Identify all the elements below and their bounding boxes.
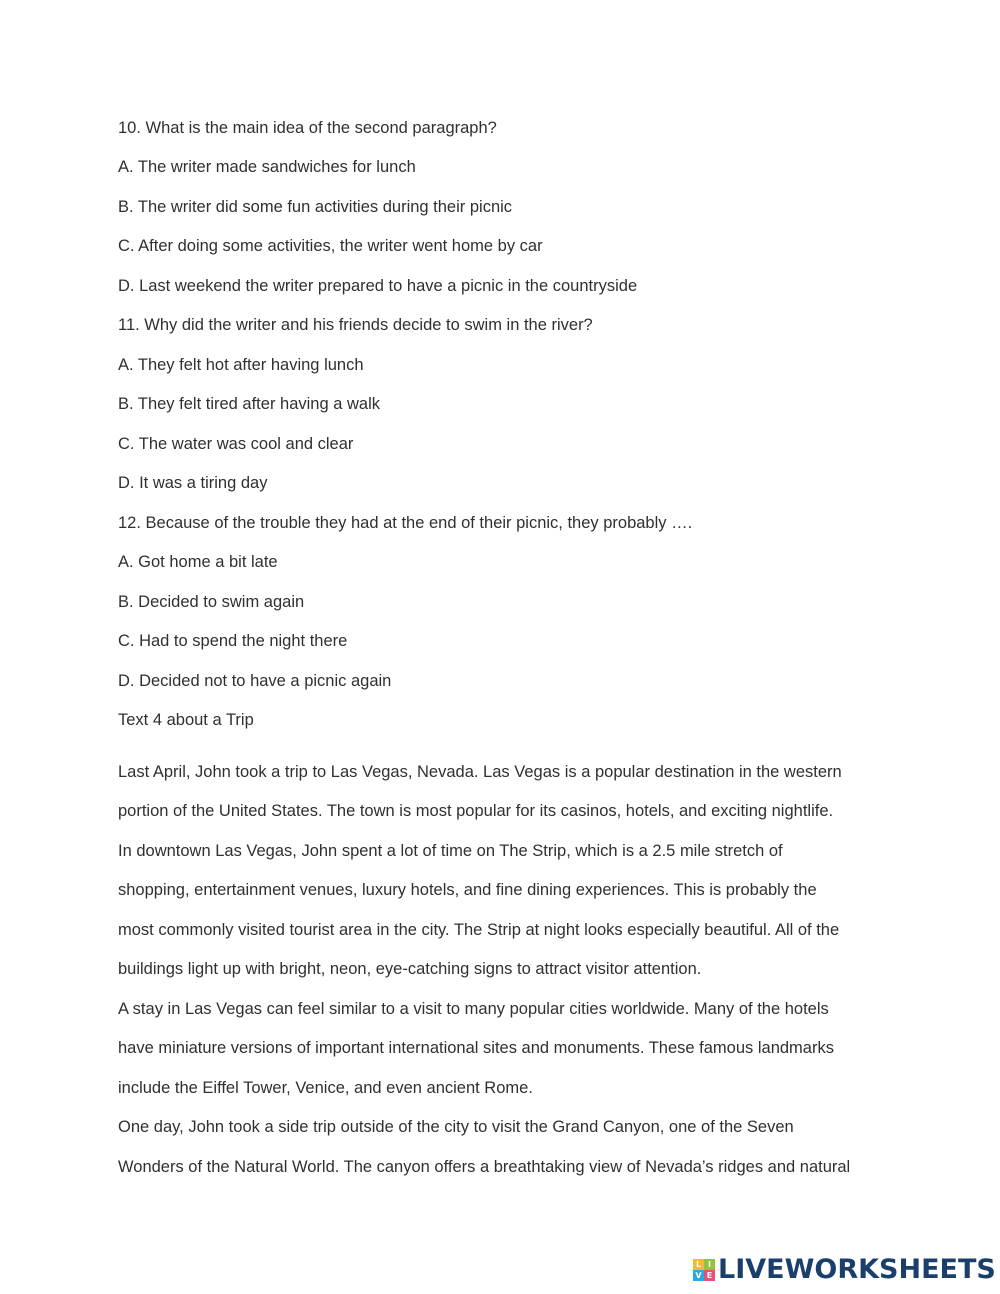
passage-line: One day, John took a side trip outside of the city to visit the Grand Canyon, one of the Seven xyxy=(118,1118,794,1136)
passage-line: have miniature versions of important international sites and monuments. These famous landmarks xyxy=(118,1039,834,1057)
text-heading: Text 4 about a Trip xyxy=(118,711,254,729)
question-11-option-c: C. The water was cool and clear xyxy=(118,435,354,453)
passage-line: Last April, John took a trip to Las Vegas, Nevada. Las Vegas is a popular destination in the western xyxy=(118,763,842,781)
question-12-stem: 12. Because of the trouble they had at the end of their picnic, they probably …. xyxy=(118,514,693,532)
question-10-option-c: C. After doing some activities, the writer went home by car xyxy=(118,237,543,255)
question-12-option-a: A. Got home a bit late xyxy=(118,553,278,571)
question-10-option-b: B. The writer did some fun activities during their picnic xyxy=(118,198,513,216)
logo-text: LIVEWORKSHEETS xyxy=(718,1254,996,1285)
question-11-stem: 11. Why did the writer and his friends decide to swim in the river? xyxy=(118,316,593,334)
logo-mark-letter: L xyxy=(693,1259,704,1270)
question-11-option-b: B. They felt tired after having a walk xyxy=(118,395,380,413)
passage-line: include the Eiffel Tower, Venice, and even ancient Rome. xyxy=(118,1079,533,1097)
liveworksheets-logo xyxy=(693,1255,996,1285)
question-11-option-a: A. They felt hot after having lunch xyxy=(118,356,364,374)
passage-line: portion of the United States. The town is most popular for its casinos, hotels, and exciting nightlife. xyxy=(118,802,834,820)
passage-line: buildings light up with bright, neon, eye-catching signs to attract visitor attention. xyxy=(118,960,702,978)
logo-mark-letter: E xyxy=(704,1270,715,1281)
question-12-option-c: C. Had to spend the night there xyxy=(118,632,348,650)
question-10-option-d: D. Last weekend the writer prepared to have a picnic in the countryside xyxy=(118,277,638,295)
question-12-option-d: D. Decided not to have a picnic again xyxy=(118,672,392,690)
question-11-option-d: D. It was a tiring day xyxy=(118,474,268,492)
question-10-option-a: A. The writer made sandwiches for lunch xyxy=(118,158,416,176)
passage-line: Wonders of the Natural World. The canyon offers a breathtaking view of Nevada’s ridges and natural xyxy=(118,1158,851,1176)
question-12-option-b: B. Decided to swim again xyxy=(118,593,305,611)
logo-mark-letter: V xyxy=(693,1270,704,1281)
question-10-stem: 10. What is the main idea of the second paragraph? xyxy=(118,119,497,137)
passage-line: A stay in Las Vegas can feel similar to a visit to many popular cities worldwide. Many of the hotels xyxy=(118,1000,829,1018)
logo-mark-letter: I xyxy=(704,1259,715,1270)
passage-line: most commonly visited tourist area in the city. The Strip at night looks especially beautiful. All of the xyxy=(118,921,840,939)
passage-line: shopping, entertainment venues, luxury hotels, and fine dining experiences. This is probably the xyxy=(118,881,817,899)
logo-mark-icon xyxy=(693,1259,715,1281)
passage-line: In downtown Las Vegas, John spent a lot of time on The Strip, which is a 2.5 mile stretch of xyxy=(118,842,783,860)
